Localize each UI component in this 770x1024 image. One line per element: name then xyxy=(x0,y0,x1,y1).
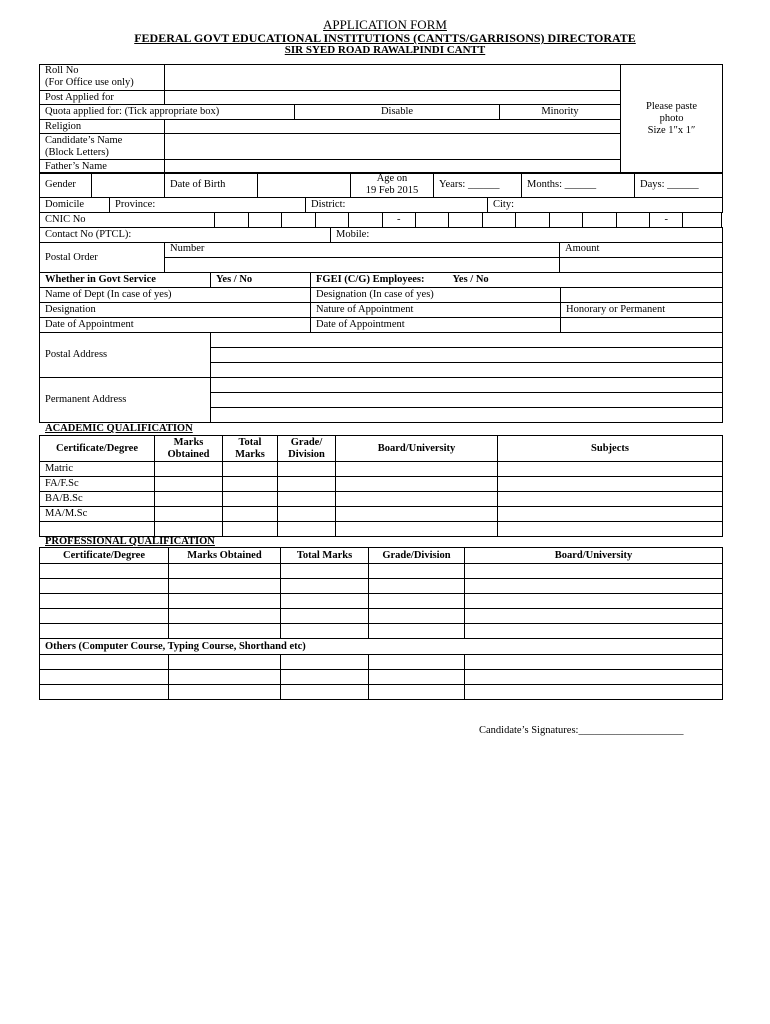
postal-order-label: Postal Order xyxy=(40,243,165,273)
designation-label: Designation xyxy=(40,303,311,318)
table-cell[interactable] xyxy=(155,492,223,507)
academic-header-board: Board/University xyxy=(336,436,498,462)
govt-service-yes-no[interactable]: Yes / No xyxy=(211,273,311,288)
cnic-digit-box[interactable] xyxy=(616,213,649,228)
permanent-address-line[interactable] xyxy=(211,378,723,393)
cnic-digit-box[interactable] xyxy=(516,213,549,228)
academic-header-total: Total Marks xyxy=(223,436,278,462)
table-row xyxy=(40,609,723,624)
table-row xyxy=(40,507,723,522)
postal-address-line[interactable] xyxy=(211,333,723,348)
table-cell[interactable] xyxy=(498,492,723,507)
cnic-digit-box[interactable] xyxy=(282,213,315,228)
date-appointment-field[interactable] xyxy=(561,318,723,333)
table-row xyxy=(40,655,723,670)
table-cell[interactable] xyxy=(281,655,369,670)
organization-name: FEDERAL GOVT EDUCATIONAL INSTITUTIONS (CANTTS/GARRISONS) DIRECTORATE xyxy=(134,31,636,45)
table-cell[interactable] xyxy=(155,522,223,537)
table-cell[interactable] xyxy=(169,685,281,700)
nature-appointment-label: Nature of Appointment xyxy=(311,303,561,318)
cnic-digit-box[interactable] xyxy=(549,213,582,228)
father-name-label: Father’s Name xyxy=(40,160,165,174)
table-cell[interactable] xyxy=(465,609,723,624)
table-cell[interactable] xyxy=(40,522,155,537)
months-field[interactable]: Months: ______ xyxy=(522,173,635,198)
permanent-address-line[interactable] xyxy=(211,393,723,408)
cnic-digit-box[interactable] xyxy=(415,213,448,228)
postal-address-label: Postal Address xyxy=(40,333,211,378)
cnic-digit-box[interactable] xyxy=(349,213,382,228)
table-cell[interactable] xyxy=(40,670,169,685)
designation-yes-label: Designation (In case of yes) xyxy=(311,288,561,303)
table-cell[interactable] xyxy=(155,477,223,492)
academic-header-certificate: Certificate/Degree xyxy=(40,436,155,462)
cnic-digit-box[interactable] xyxy=(583,213,616,228)
designation-yes-field[interactable] xyxy=(561,288,723,303)
postal-order-table xyxy=(39,242,723,273)
table-cell[interactable] xyxy=(336,462,498,477)
cnic-dash: - xyxy=(650,213,683,228)
professional-header-total: Total Marks xyxy=(281,548,369,564)
post-applied-field[interactable] xyxy=(165,91,621,105)
table-cell[interactable] xyxy=(369,624,465,639)
table-row xyxy=(40,624,723,639)
table-cell[interactable] xyxy=(169,655,281,670)
dob-label: Date of Birth xyxy=(165,173,258,198)
academic-table xyxy=(39,435,723,537)
service-table xyxy=(39,272,723,333)
academic-row-label: FA/F.Sc xyxy=(40,477,155,492)
province-field[interactable]: Province: xyxy=(110,198,306,213)
table-row xyxy=(40,477,723,492)
academic-header-grade: Grade/ Division xyxy=(278,436,336,462)
table-cell[interactable] xyxy=(223,477,278,492)
cnic-digit-box[interactable] xyxy=(449,213,482,228)
quota-label: Quota applied for: (Tick appropriate box) xyxy=(40,105,295,120)
ptcl-field[interactable]: Contact No (PTCL): xyxy=(40,228,331,243)
cnic-dash: - xyxy=(382,213,415,228)
table-row xyxy=(40,492,723,507)
gender-age-table xyxy=(39,172,723,198)
permanent-address-line[interactable] xyxy=(211,408,723,423)
professional-header-board: Board/University xyxy=(465,548,723,564)
table-cell[interactable] xyxy=(281,609,369,624)
dept-label: Name of Dept (In case of yes) xyxy=(40,288,311,303)
table-cell[interactable] xyxy=(40,594,169,609)
honorary-permanent-field[interactable]: Honorary or Permanent xyxy=(561,303,723,318)
address-table xyxy=(39,332,723,423)
table-cell[interactable] xyxy=(369,655,465,670)
academic-row-label: MA/M.Sc xyxy=(40,507,155,522)
table-cell[interactable] xyxy=(278,522,336,537)
date-appointment-label-2: Date of Appointment xyxy=(311,318,561,333)
academic-section-title: ACADEMIC QUALIFICATION xyxy=(45,423,193,434)
fgei-employee-label: FGEI (C/G) Employees: Yes / No xyxy=(311,273,723,288)
table-cell[interactable] xyxy=(336,492,498,507)
govt-service-label: Whether in Govt Service xyxy=(40,273,211,288)
candidate-signature: Candidate’s Signatures:____________________ xyxy=(479,725,684,736)
professional-section-title: PROFESSIONAL QUALIFICATION xyxy=(45,536,215,547)
years-field[interactable]: Years: ______ xyxy=(434,173,522,198)
table-cell[interactable] xyxy=(278,492,336,507)
table-cell[interactable] xyxy=(169,624,281,639)
fgei-yes-no[interactable]: Yes / No xyxy=(452,274,489,285)
table-cell[interactable] xyxy=(465,685,723,700)
table-cell[interactable] xyxy=(465,594,723,609)
table-cell[interactable] xyxy=(336,507,498,522)
postal-address-line[interactable] xyxy=(211,363,723,378)
postal-order-number-label: Number xyxy=(165,243,560,258)
table-cell[interactable] xyxy=(40,579,169,594)
table-cell[interactable] xyxy=(498,462,723,477)
table-cell[interactable] xyxy=(169,670,281,685)
cnic-digit-box[interactable] xyxy=(215,213,248,228)
table-cell[interactable] xyxy=(369,594,465,609)
table-cell[interactable] xyxy=(281,564,369,579)
table-cell[interactable] xyxy=(336,477,498,492)
religion-label: Religion xyxy=(40,120,165,134)
table-row xyxy=(40,522,723,537)
table-cell[interactable] xyxy=(465,579,723,594)
contact-table xyxy=(39,227,723,243)
academic-row-label: Matric xyxy=(40,462,155,477)
table-cell[interactable] xyxy=(40,655,169,670)
date-appointment-label: Date of Appointment xyxy=(40,318,311,333)
table-cell[interactable] xyxy=(169,579,281,594)
table-cell[interactable] xyxy=(40,564,169,579)
days-field[interactable]: Days: ______ xyxy=(635,173,723,198)
table-cell[interactable] xyxy=(40,624,169,639)
postal-order-amount-field[interactable] xyxy=(560,258,723,273)
photo-box: Please paste photo Size 1″x 1″ xyxy=(621,65,723,174)
domicile-label: Domicile xyxy=(40,198,110,213)
table-cell[interactable] xyxy=(336,522,498,537)
cnic-label: CNIC No xyxy=(40,213,215,228)
candidate-name-field[interactable] xyxy=(165,134,621,160)
table-cell[interactable] xyxy=(40,685,169,700)
table-cell[interactable] xyxy=(281,624,369,639)
table-row xyxy=(40,462,723,477)
table-cell[interactable] xyxy=(155,507,223,522)
table-cell[interactable] xyxy=(278,507,336,522)
postal-order-number-field[interactable] xyxy=(165,258,560,273)
organization-address: SIR SYED ROAD RAWALPINDI CANTT xyxy=(284,44,486,56)
academic-header-subjects: Subjects xyxy=(498,436,723,462)
cnic-digit-box[interactable] xyxy=(248,213,281,228)
table-row xyxy=(40,594,723,609)
table-cell[interactable] xyxy=(278,477,336,492)
table-cell[interactable] xyxy=(369,609,465,624)
district-field[interactable]: District: xyxy=(306,198,488,213)
quota-disable-box[interactable]: Disable xyxy=(295,105,500,120)
table-cell[interactable] xyxy=(223,507,278,522)
professional-table xyxy=(39,547,723,700)
table-cell[interactable] xyxy=(498,477,723,492)
table-cell[interactable] xyxy=(281,685,369,700)
cnic-table xyxy=(39,212,722,228)
age-label: Age on 19 Feb 2015 xyxy=(351,173,434,198)
roll-no-label: Roll No (For Office use only) xyxy=(40,65,165,91)
postal-address-line[interactable] xyxy=(211,348,723,363)
academic-row-label: BA/B.Sc xyxy=(40,492,155,507)
table-cell[interactable] xyxy=(278,462,336,477)
permanent-address-label: Permanent Address xyxy=(40,378,211,423)
quota-minority-box[interactable]: Minority xyxy=(500,105,621,120)
postal-order-amount-label: Amount xyxy=(560,243,723,258)
table-cell[interactable] xyxy=(369,670,465,685)
table-cell[interactable] xyxy=(169,594,281,609)
others-label: Others (Computer Course, Typing Course, Shorthand etc) xyxy=(40,639,723,655)
table-cell[interactable] xyxy=(223,492,278,507)
table-row xyxy=(40,670,723,685)
dob-field[interactable] xyxy=(258,173,351,198)
table-cell[interactable] xyxy=(369,564,465,579)
city-field[interactable]: City: xyxy=(488,198,723,213)
table-cell[interactable] xyxy=(169,564,281,579)
table-cell[interactable] xyxy=(498,507,723,522)
gender-label: Gender xyxy=(40,173,92,198)
table-cell[interactable] xyxy=(169,609,281,624)
table-cell[interactable] xyxy=(155,462,223,477)
form-title: APPLICATION FORM xyxy=(323,17,447,32)
table-row xyxy=(40,564,723,579)
table-cell[interactable] xyxy=(465,624,723,639)
table-row xyxy=(40,579,723,594)
professional-header-marks: Marks Obtained xyxy=(169,548,281,564)
cnic-digit-box[interactable] xyxy=(315,213,348,228)
table-cell[interactable] xyxy=(223,522,278,537)
professional-header-certificate: Certificate/Degree xyxy=(40,548,169,564)
table-cell[interactable] xyxy=(369,685,465,700)
cnic-digit-box[interactable] xyxy=(482,213,515,228)
domicile-table xyxy=(39,197,723,213)
table-cell[interactable] xyxy=(223,462,278,477)
table-cell[interactable] xyxy=(465,564,723,579)
table-cell[interactable] xyxy=(369,579,465,594)
table-cell[interactable] xyxy=(465,655,723,670)
mobile-field[interactable]: Mobile: xyxy=(331,228,723,243)
personal-info-table xyxy=(39,64,723,174)
cnic-digit-box[interactable] xyxy=(683,213,722,228)
table-cell[interactable] xyxy=(465,670,723,685)
table-cell[interactable] xyxy=(498,522,723,537)
academic-header-marks: Marks Obtained xyxy=(155,436,223,462)
table-row xyxy=(40,685,723,700)
table-cell[interactable] xyxy=(40,609,169,624)
religion-field[interactable] xyxy=(165,120,621,134)
gender-field[interactable] xyxy=(92,173,165,198)
candidate-name-label: Candidate’s Name (Block Letters) xyxy=(40,134,165,160)
table-cell[interactable] xyxy=(281,670,369,685)
table-cell[interactable] xyxy=(281,594,369,609)
table-cell[interactable] xyxy=(281,579,369,594)
professional-header-grade: Grade/Division xyxy=(369,548,465,564)
post-applied-label: Post Applied for xyxy=(40,91,165,105)
roll-no-field[interactable] xyxy=(165,65,621,91)
